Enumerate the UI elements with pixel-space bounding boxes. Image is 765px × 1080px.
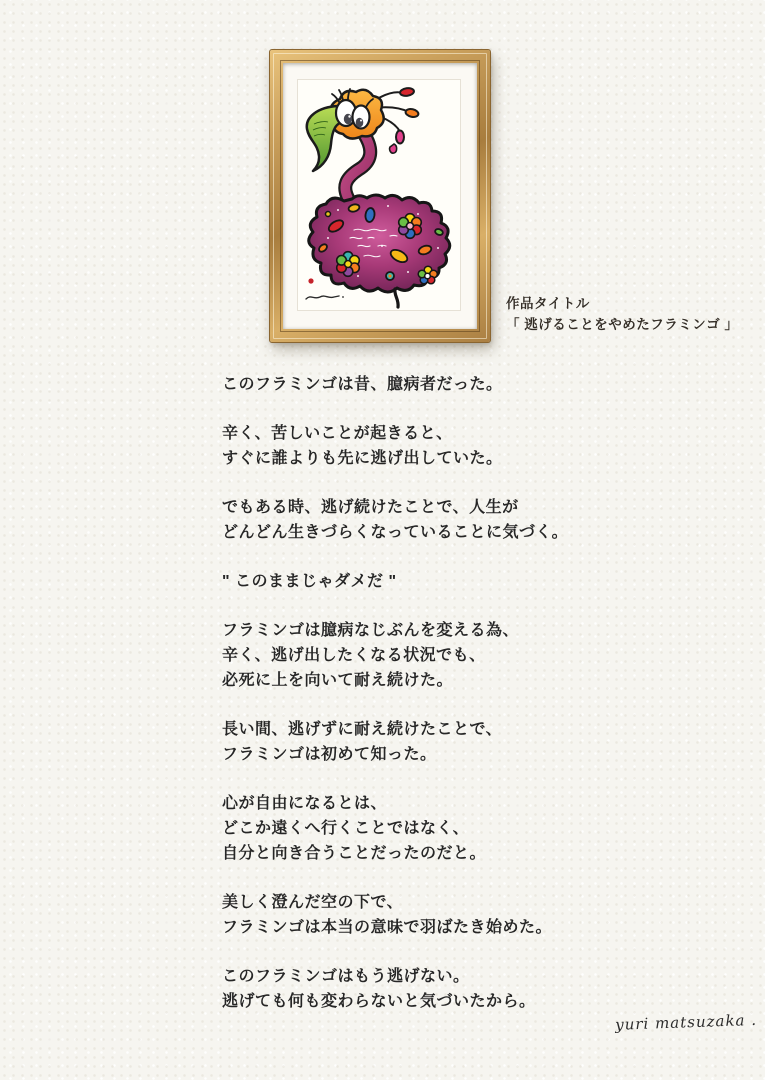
story-paragraph <box>222 791 568 866</box>
story-line: 必死に上を向いて耐え続けた。 <box>222 672 454 689</box>
story-paragraph <box>222 372 568 397</box>
caption-title: 「 逃げることをやめたフラミンゴ 」 <box>506 317 739 332</box>
story-line: フラミンゴは初めて知った。 <box>222 746 437 763</box>
story-paragraph <box>222 569 568 594</box>
story-paragraph <box>222 890 568 940</box>
flamingo-artwork <box>298 80 460 310</box>
story-line: でもある時、逃げ続けたことで、人生が <box>222 499 519 516</box>
story-line: どんどん生きづらくなっていることに気づく。 <box>222 524 569 541</box>
story-line: 逃げても何も変わらないと気づいたから。 <box>222 993 536 1010</box>
artist-signature: yuri matsuzaka . <box>614 1010 758 1034</box>
story-line: 心が自由になるとは、 <box>222 795 388 812</box>
artwork-caption <box>506 293 739 335</box>
story-line: 美しく澄んだ空の下で、 <box>222 894 404 911</box>
story-paragraph <box>222 421 568 471</box>
story-line: 辛く、苦しいことが起きると、 <box>222 425 453 442</box>
story-line: 自分と向き合うことだったのだと。 <box>222 845 487 862</box>
flamingo-illustration <box>298 80 460 310</box>
picture-frame <box>270 50 490 342</box>
story-paragraph <box>222 717 568 767</box>
story-line: フラミンゴは臆病なじぶんを変える為、 <box>222 622 520 639</box>
story-line: フラミンゴは本当の意味で羽ばたき始めた。 <box>222 919 553 936</box>
story-line: 辛く、逃げ出したくなる状況でも、 <box>222 647 486 664</box>
story-line: " このままじゃダメだ " <box>222 573 397 590</box>
story-line: 長い間、逃げずに耐え続けたことで、 <box>222 721 503 738</box>
story-line: すぐに誰よりも先に逃げ出していた。 <box>222 450 503 467</box>
story-line: このフラミンゴは昔、臆病者だった。 <box>222 376 503 393</box>
story-paragraph <box>222 495 568 545</box>
caption-label: 作品タイトル <box>506 296 590 311</box>
story-text <box>222 372 568 1038</box>
story-paragraph <box>222 618 568 693</box>
story-line: どこか遠くへ行くことではなく、 <box>222 820 470 837</box>
story-line: このフラミンゴはもう逃げない。 <box>222 968 470 985</box>
frame-mat <box>283 63 477 329</box>
story-paragraph <box>222 964 568 1014</box>
